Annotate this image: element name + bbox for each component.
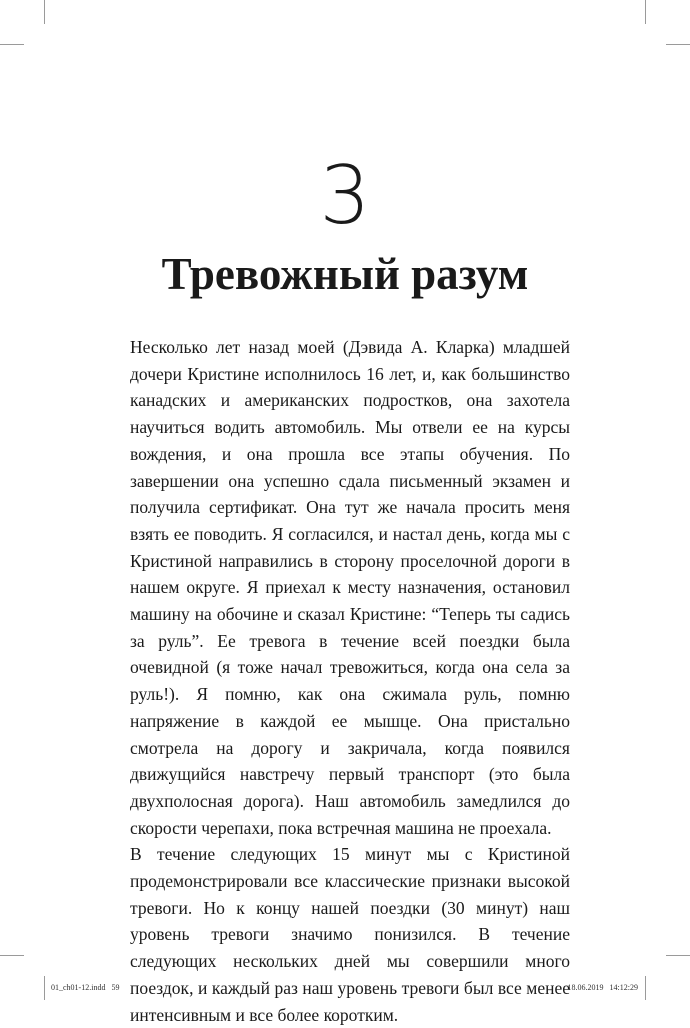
body-text	[130, 334, 570, 1028]
crop-mark-top-left-v	[44, 0, 45, 24]
crop-mark-bottom-right-v	[645, 976, 646, 1000]
chapter-number: 3	[319, 149, 371, 242]
chapter-title: Тревожный разум	[161, 249, 529, 299]
paragraph-2: В течение следующих 15 минут мы с Кристиной продемонстрировали все классические признаки высокой тревоги. Но к концу нашей поездки (30 минут) наш уровень тревоги значимо понизился. В течение следующих нескольких дней мы совершили много поездок, и каждый раз наш уровень тревоги был все менее интенсивным и все более коротким.	[130, 844, 570, 1025]
crop-mark-bottom-left-h	[0, 955, 24, 956]
crop-mark-top-right-v	[645, 0, 646, 24]
paragraph-1: Несколько лет назад моей (Дэвида А. Кларка) младшей дочери Кристине исполнилось 16 лет, и, как большинство канадских и американских подростков, она захотела научиться водить автомобиль. Мы отвели ее на курсы вождения, и она прошла все этапы обучения. По завершении она успешно сдала письменный экзамен и получила сертификат. Она тут же начала просить меня взять ее поводить. Я согласился, и настал день, когда мы с Кристиной направились в сторону проселочной дороги в нашем округе. Я приехал к месту назначения, остановил машину на обочине и сказал Кристине: “Теперь ты садись за руль”. Ее тревога в течение всей поездки была очевидной (я тоже начал тревожиться, когда она села за руль!). Я помню, как она сжимала руль, помню напряжение в каждой ее мышце. Она пристально смотрела на дорогу и закричала, когда появился движущийся навстречу первый транспорт (это была двухполосная дорога). Наш автомобиль замедлился до скорости черепахи, пока встречная машина не проехала.	[130, 337, 570, 838]
crop-mark-bottom-right-h	[666, 955, 690, 956]
crop-mark-top-right-h	[666, 44, 690, 45]
crop-mark-bottom-left-v	[44, 976, 45, 1000]
footer-file-info: 01_ch01-12.indd 59	[51, 983, 120, 992]
crop-mark-top-left-h	[0, 44, 24, 45]
footer-timestamp: 18.06.2019 14:12:29	[567, 983, 638, 992]
